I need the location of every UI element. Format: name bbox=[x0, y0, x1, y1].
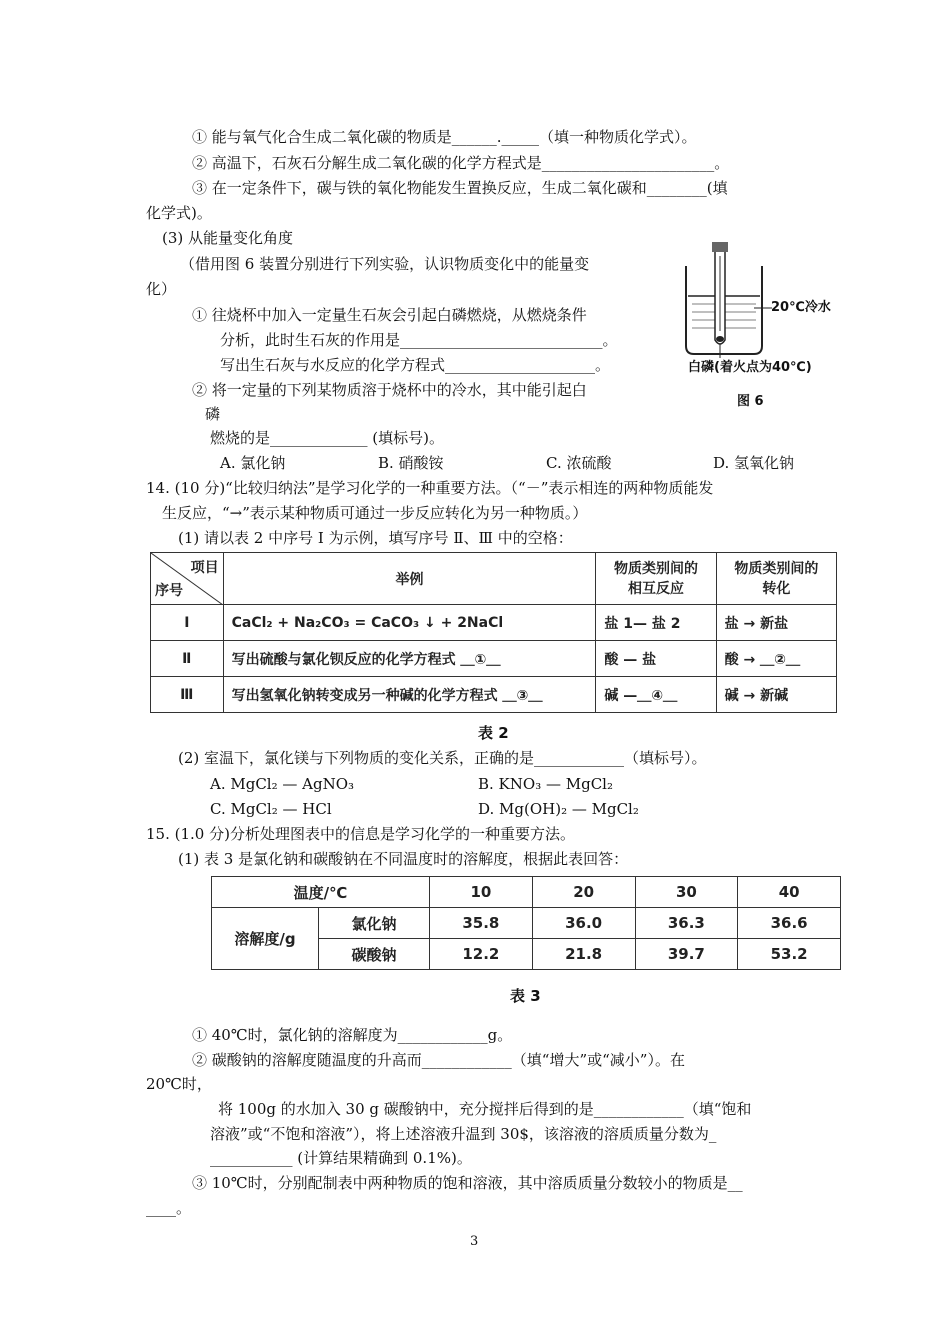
q13-item1: ① 能与氧气化合生成二氧化碳的物质是______._____（填一种物质化学式）。 bbox=[192, 128, 697, 146]
table2-row1-seq: Ⅰ bbox=[151, 605, 224, 641]
table2-header-transform-l1: 物质类别间的 bbox=[734, 560, 819, 577]
table3-na2co3-30: 39.7 bbox=[635, 939, 738, 970]
energy-item2: ② 将一定量的下列某物质溶于烧杯中的冷水，其中能引起白 bbox=[192, 381, 587, 399]
table2-row1-reaction: 盐 1— 盐 2 bbox=[596, 605, 716, 641]
table3-header-temp: 温度/℃ bbox=[212, 877, 430, 908]
page-number: 3 bbox=[470, 1234, 479, 1249]
q15-item2-b: 将 100g 的水加入 30 g 碳酸钠中，充分搅拌后得到的是____________（填“饱和 bbox=[218, 1100, 752, 1118]
table2-corner-cell bbox=[151, 553, 224, 605]
table3-na2co3-20: 21.8 bbox=[532, 939, 635, 970]
figure-6-phosphorus-label: 白磷(着火点为40℃) bbox=[688, 360, 812, 375]
energy-item2-cont: 磷 bbox=[205, 405, 221, 423]
option-b: B. 硝酸铵 bbox=[378, 454, 444, 472]
q15-part1: (1) 表 3 是氯化钠和碳酸钠在不同温度时的溶解度，根据此表回答： bbox=[178, 850, 629, 868]
q13-item2: ② 高温下，石灰石分解生成二氧化碳的化学方程式是_______________________。 bbox=[192, 154, 730, 172]
table2-header-transform bbox=[716, 553, 836, 605]
section-energy: (3) 从能量变化角度 bbox=[162, 229, 294, 247]
energy-item2-blank: 燃烧的是_____________ (填标号)。 bbox=[210, 429, 444, 447]
table2-row3-seq: Ⅲ bbox=[151, 677, 224, 713]
table3-nacl-20: 36.0 bbox=[532, 908, 635, 939]
figure-6-beaker bbox=[672, 236, 842, 416]
q15-item2-c: 溶液”或“不饱和溶液”），将上述溶液升温到 30$，该溶液的溶质质量分数为_ bbox=[210, 1125, 717, 1143]
table2-row2-seq: Ⅱ bbox=[151, 641, 224, 677]
q15-item1: ① 40℃时，氯化钠的溶解度为____________g。 bbox=[192, 1026, 513, 1044]
table2-row3-reaction: 碱 —＿④＿ bbox=[596, 677, 716, 713]
mg-option-b: B. KNO₃ — MgCl₂ bbox=[478, 775, 613, 793]
table2-caption: 表 2 bbox=[478, 724, 509, 742]
energy-intro-cont: 化） bbox=[146, 280, 177, 298]
table3-temp-10: 10 bbox=[430, 877, 533, 908]
table3-temp-20: 20 bbox=[532, 877, 635, 908]
table2-row3-transform: 碱 → 新碱 bbox=[716, 677, 836, 713]
q15-item2-cont: 20℃时， bbox=[146, 1075, 212, 1093]
mg-option-a: A. MgCl₂ — AgNO₃ bbox=[210, 775, 355, 793]
q14-title: 14. (10 分)“比较归纳法”是学习化学的一种重要方法。（“－”表示相连的两种物质能发 bbox=[146, 479, 714, 497]
q14-part1: (1) 请以表 2 中序号 Ⅰ 为示例，填写序号 Ⅱ、Ⅲ 中的空格： bbox=[178, 529, 573, 547]
table2-row2-reaction: 酸 — 盐 bbox=[596, 641, 716, 677]
table2-row1-example: CaCl₂ + Na₂CO₃ = CaCO₃ ↓ + 2NaCl bbox=[223, 605, 596, 641]
figure-6-caption: 图 6 bbox=[737, 394, 764, 409]
q15-item3-cont: ____。 bbox=[146, 1199, 192, 1217]
table3-header-solubility: 溶解度/g bbox=[212, 908, 319, 970]
q15-title: 15. (1.0 分)分析处理图表中的信息是学习化学的一种重要方法。 bbox=[146, 825, 575, 843]
table2-row2-transform: 酸 → ＿②＿ bbox=[716, 641, 836, 677]
table2-header-reaction-l1: 物质类别间的 bbox=[614, 560, 699, 577]
table2-row3-example: 写出氢氧化钠转变成另一种碱的化学方程式 ＿③＿ bbox=[223, 677, 596, 713]
energy-item1-b: 写出生石灰与水反应的化学方程式____________________。 bbox=[220, 356, 611, 374]
option-a: A. 氯化钠 bbox=[220, 454, 286, 472]
energy-item1-a: 分析，此时生石灰的作用是___________________________。 bbox=[220, 331, 618, 349]
energy-item1: ① 往烧杯中加入一定量生石灰会引起白磷燃烧，从燃烧条件 bbox=[192, 306, 587, 324]
q15-item2: ② 碳酸钠的溶解度随温度的升高而____________（填“增大”或“减小”）。在 bbox=[192, 1051, 685, 1069]
q14-part2: (2) 室温下，氯化镁与下列物质的变化关系，正确的是____________（填标号）。 bbox=[178, 749, 707, 767]
table2-header-reaction bbox=[596, 553, 716, 605]
energy-intro: （借用图 6 装置分别进行下列实验，认识物质变化中的能量变 bbox=[180, 255, 590, 273]
table3-row-nacl-name: 氯化钠 bbox=[319, 908, 430, 939]
table3-nacl-10: 35.8 bbox=[430, 908, 533, 939]
table2-header-transform-l2: 转化 bbox=[762, 580, 791, 597]
q15-item3: ③ 10℃时，分别配制表中两种物质的饱和溶液，其中溶质质量分数较小的物质是__ bbox=[192, 1174, 743, 1192]
table3-caption: 表 3 bbox=[510, 987, 541, 1005]
table2-row1-transform: 盐 → 新盐 bbox=[716, 605, 836, 641]
q15-item2-d: ___________ (计算结果精确到 0.1%)。 bbox=[210, 1149, 472, 1167]
table3-na2co3-10: 12.2 bbox=[430, 939, 533, 970]
q14-title-cont: 生反应，“→”表示某种物质可通过一步反应转化为另一种物质。） bbox=[162, 504, 588, 522]
table-2 bbox=[150, 552, 837, 713]
table2-header-reaction-l2: 相互反应 bbox=[628, 580, 685, 597]
option-c: C. 浓硫酸 bbox=[546, 454, 612, 472]
table3-temp-30: 30 bbox=[635, 877, 738, 908]
mg-option-d: D. Mg(OH)₂ — MgCl₂ bbox=[478, 800, 639, 818]
table3-nacl-30: 36.3 bbox=[635, 908, 738, 939]
table2-row2-example: 写出硫酸与氯化钡反应的化学方程式 ＿①＿ bbox=[223, 641, 596, 677]
table2-header-seq: 序号 bbox=[155, 583, 183, 599]
figure-6-water-label: 20℃冷水 bbox=[771, 300, 831, 315]
q13-item3: ③ 在一定条件下，碳与铁的氧化物能发生置换反应，生成二氧化碳和________(填 bbox=[192, 179, 728, 197]
table3-row-na2co3-name: 碳酸钠 bbox=[319, 939, 430, 970]
table2-header-example: 举例 bbox=[223, 553, 596, 605]
q13-item3-cont: 化学式)。 bbox=[146, 204, 212, 222]
mg-option-c: C. MgCl₂ — HCl bbox=[210, 800, 332, 818]
table3-na2co3-40: 53.2 bbox=[738, 939, 841, 970]
table3-nacl-40: 36.6 bbox=[738, 908, 841, 939]
table2-header-item: 项目 bbox=[190, 560, 219, 576]
table3-temp-40: 40 bbox=[738, 877, 841, 908]
table-3 bbox=[211, 876, 841, 970]
option-d: D. 氢氧化钠 bbox=[713, 454, 795, 472]
